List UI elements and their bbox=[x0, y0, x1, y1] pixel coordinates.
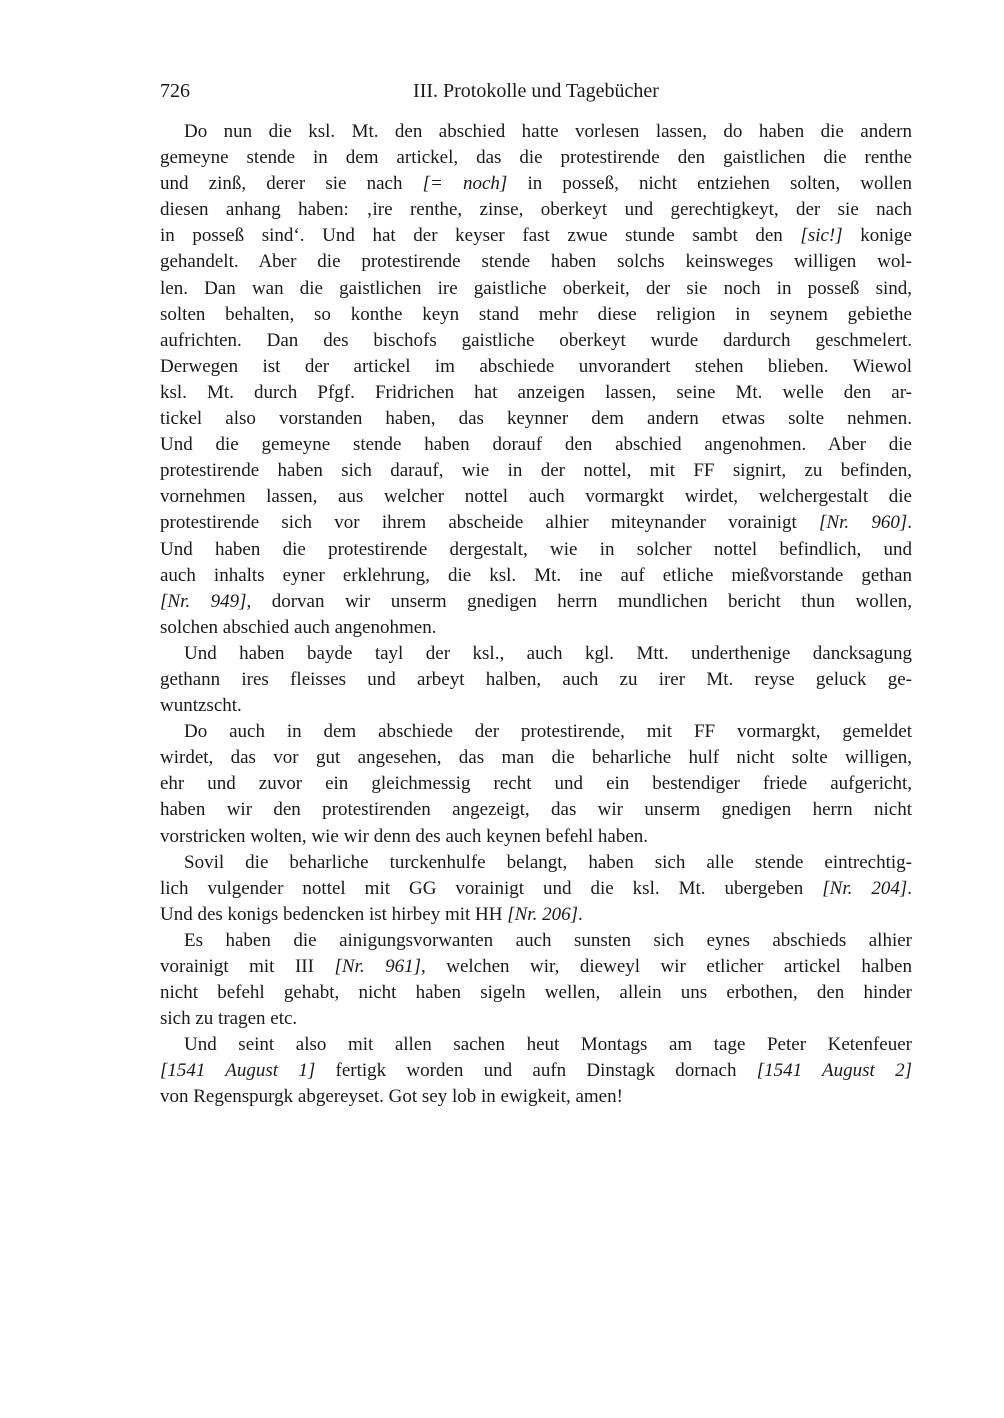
text-line: gehandelt. Aber die protestirende stende haben solchs keinsweges willigen wol- bbox=[160, 251, 912, 273]
text-line: und zinß, derer sie nach [= noch] in posseß, nicht entziehen solten, wollen bbox=[160, 173, 912, 195]
text-line: lich vulgender nottel mit GG vorainigt und die ksl. Mt. ubergeben [Nr. 204]. bbox=[160, 877, 912, 899]
text-line: ehr und zuvor ein gleichmessig recht und ein bestendiger friede aufgericht, bbox=[160, 773, 912, 795]
text-line: vornehmen lassen, aus welcher nottel auch vormargkt wirdet, welchergestalt die bbox=[160, 486, 912, 508]
page-header bbox=[160, 78, 912, 105]
editorial-note: [= noch] bbox=[422, 173, 508, 195]
text-line: vorainigt mit III [Nr. 961], welchen wir, dieweyl wir etlicher artickel halben bbox=[160, 956, 912, 977]
editorial-note: [Nr. 949] bbox=[160, 590, 247, 612]
editorial-note: [Nr. 204] bbox=[822, 877, 908, 899]
text-line: [Nr. 949], dorvan wir unserm gnedigen herrn mundlichen bericht thun wollen, bbox=[160, 590, 912, 612]
text-line: gemeyne stende in dem artickel, das die protestirende den gaistlichen die renthe bbox=[160, 147, 912, 169]
page-number: 726 bbox=[160, 80, 190, 102]
text-line: tickel also vorstanden haben, das keynner dem andern etwas solte nehmen. bbox=[160, 408, 912, 430]
text-line: nicht befehl gehabt, nicht haben sigeln wellen, allein uns erbothen, den hinder bbox=[160, 982, 912, 1004]
text-line: protestirende sich vor ihrem abscheide alhier miteynander vorainigt [Nr. 960]. bbox=[160, 512, 912, 534]
paragraph bbox=[160, 928, 912, 1032]
text-line: Es haben die ainigungsvorwanten auch sunsten sich eynes abschieds alhier bbox=[184, 929, 912, 951]
text-line: len. Dan wan die gaistlichen ire gaistliche oberkeit, der sie noch in posseß sind, bbox=[160, 277, 912, 299]
text-line: haben wir den protestirenden angezeigt, das wir unserm gnedigen herrn nicht bbox=[160, 799, 912, 821]
text-line: solchen abschied auch angenohmen. bbox=[160, 616, 437, 638]
paragraph bbox=[160, 1032, 912, 1110]
text-line: [1541 August 1] fertigk worden und aufn Dinstagk dornach [1541 August 2] bbox=[160, 1060, 912, 1082]
text-line: Sovil die beharliche turckenhulfe belangt, haben sich alle stende eintrechtig- bbox=[184, 851, 912, 873]
editorial-note: [1541 August 1] bbox=[160, 1060, 316, 1082]
text-line: Do auch in dem abschiede der protestirende, mit FF vormargkt, gemeldet bbox=[184, 721, 912, 743]
text-line: von Regenspurgk abgereyset. Got sey lob in ewigkeit, amen! bbox=[160, 1086, 623, 1108]
paragraph bbox=[160, 850, 912, 928]
text-line: Do nun die ksl. Mt. den abschied hatte vorlesen lassen, do haben die andern bbox=[184, 121, 912, 142]
text-line: solten behalten, so konthe keyn stand mehr diese religion in seynem gebiethe bbox=[160, 303, 912, 325]
text-line: Und die gemeyne stende haben dorauf den abschied angenohmen. Aber die bbox=[160, 434, 912, 456]
text-line: Und haben bayde tayl der ksl., auch kgl. Mtt. underthenige dancksagung bbox=[184, 642, 912, 664]
text-line: diesen anhang haben: ‚ire renthe, zinse, oberkeyt und gerechtigkeyt, der sie nach bbox=[160, 199, 912, 221]
text-line: gethann ires fleisses und arbeyt halben, auch zu irer Mt. reyse geluck ge- bbox=[160, 668, 912, 690]
text-line: Derwegen ist der artickel im abschiede unvorandert stehen blieben. Wiewol bbox=[160, 355, 912, 377]
text-block bbox=[160, 119, 912, 1111]
running-header: III. Protokolle und Tagebücher bbox=[413, 80, 659, 102]
editorial-note: [1541 August 2] bbox=[756, 1060, 912, 1082]
editorial-note: [Nr. 960] bbox=[819, 512, 908, 534]
editorial-note: [sic!] bbox=[800, 225, 843, 247]
text-line: wirdet, das vor gut angesehen, das man die beharliche hulf nicht solte willigen, bbox=[160, 747, 912, 769]
text-line: in posseß sind‘. Und hat der keyser fast zwue stunde sambt den [sic!] konige bbox=[160, 225, 912, 247]
text-line: sich zu tragen etc. bbox=[160, 1008, 298, 1030]
text-line: Und haben die protestirende dergestalt, wie in solcher nottel befindlich, und bbox=[160, 538, 912, 560]
text-line: Und seint also mit allen sachen heut Montags am tage Peter Ketenfeuer bbox=[184, 1034, 912, 1056]
paragraph bbox=[160, 641, 912, 719]
text-line: aufrichten. Dan des bischofs gaistliche oberkeyt wurde dardurch geschmelert. bbox=[160, 329, 912, 351]
text-line: auch inhalts eyner erklehrung, die ksl. Mt. ine auf etliche mießvorstande gethan bbox=[160, 564, 912, 586]
editorial-note: [Nr. 961] bbox=[334, 956, 421, 977]
text-line: wuntzscht. bbox=[160, 695, 242, 717]
editorial-note: [Nr. 206] bbox=[507, 903, 578, 925]
text-line: ksl. Mt. durch Pfgf. Fridrichen hat anzeigen lassen, seine Mt. welle den ar- bbox=[160, 381, 912, 403]
paragraph bbox=[160, 719, 912, 849]
text-line: Und des konigs bedencken ist hirbey mit HH [Nr. 206]. bbox=[160, 903, 583, 925]
paragraph bbox=[160, 119, 912, 641]
text-line: vorstricken wolten, wie wir denn des auch keynen befehl haben. bbox=[160, 825, 649, 847]
text-line: protestirende haben sich darauf, wie in der nottel, mit FF signirt, zu befinden, bbox=[160, 460, 912, 482]
